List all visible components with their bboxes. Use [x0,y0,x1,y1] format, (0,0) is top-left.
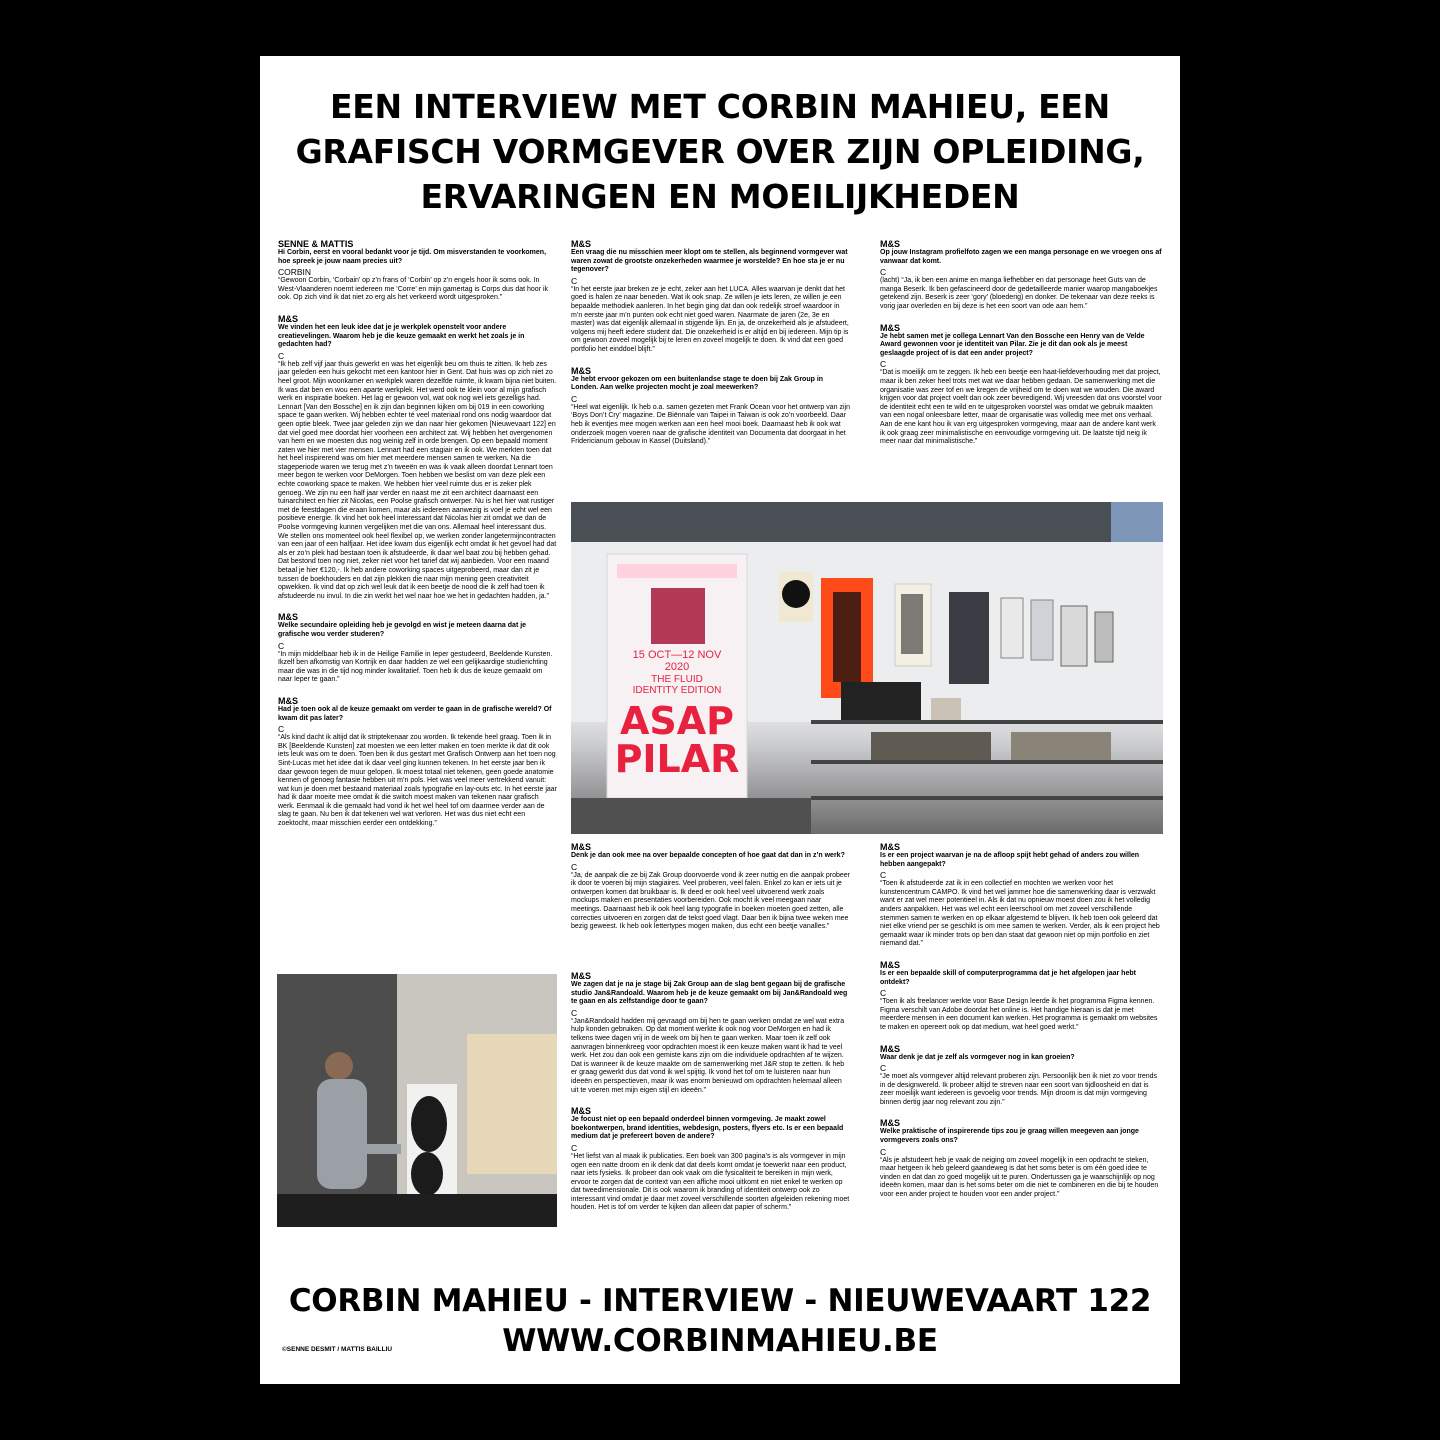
poster-big-2: PILAR [614,737,740,781]
answer: (lacht) “Ja, ik ben een anime en manga liefhebber en dat personage heet Guts van de manga Beserk. Ik ben gefascineerd door de gedetailleerde manier waarop mangaboekjes getekend zijn. Beserk is zeer ‘gory’ (bloederig) en donker. De tekenaar van deze reeks is vorig jaar overleden en bij deze is het een soort van ode aan hem.” [880,277,1158,310]
answer: “In mijn middelbaar heb ik in de Heilige Familie in Ieper gestudeerd, Beeldende Kunsten. Ikzelf ben afkomstig van Kortrijk en daar hadden ze wel een gelijkaardige studierichting maar die was in die tijd nog minder kwalitatief. Toen heb ik dus de keuze gemaakt om naar Ieper te gaan.” [278,650,553,684]
speaker: M&S [880,1043,900,1054]
qa-block [880,960,1162,1033]
qa-block [571,239,851,355]
question: Welke praktische of inspirerende tips zou je graag willen meegeven aan jonge vormgevers zoals ons? [880,1128,1139,1145]
headline [260,84,1180,219]
speaker: M&S [571,842,591,852]
answer-speaker: CORBIN [278,267,312,278]
poster-line-1: THE FLUID [651,674,703,685]
headline-line-1: EEN INTERVIEW MET CORBIN MAHIEU, EEN [330,87,1110,126]
qa-block [880,1044,1162,1108]
qa-block [880,239,1162,312]
poster-big-1: ASAP [619,699,735,743]
speaker: M&S [571,239,591,249]
answer: “Ik heb zelf vijf jaar thuis gewerkt en was het eigenlijk beu om thuis te zitten. Ik heb zes jaar geleden een huis gekocht met een kantoor hier in Gent. Dat huis was op zich niet zo heel groot. Mijn woonkamer en werkplek waren dezelfde ruimte, ik kwam bijna niet buiten. Ik was dat ben en wou een aparte werkplek. Het werd ook te klein voor al mijn grafisch werk en inspiratie boeken. Het lag er gewoon vol, wat ook nog wel iets gezelligs had. Lennart [Van den Bossche] en ik zijn dan beginnen kijken om bij 019 in een coworking space te gaan werken. Wij hebben echter té veel materiaal rond ons nodig waardoor dat geen optie bleek. Twee jaar geleden zijn we dan naar hier gekomen [Nieuwevaart 122] en dat viel goed mee doordat hier voorheen een architect zat. Wij hebben het overgenomen van hem en we moesten dus nog weinig zelf in orde brengen. Op een bepaald moment zaten we hier met vier mensen. Lennart had een stagiair en ik ook. We merkten toen dat het heel inspirerend was om hier met meerdere mensen samen te werken. Na die stageperiode waren we terug met z’n tweeën en was ik vaak alleen doordat Lennart toen meer begon te werken voor DeMorgen. Toen hebben we beslist om van deze plek een echte coworking space te maken. We hebben hier veel ruimte dus er is zeker plek genoeg. We zijn nu een half jaar verder en naast me zit een architect daarnaast een tuinarchitect en hier zit Nicolas, een Poolse grafisch ontwerper. Nu is het hier wat rustiger met de feestdagen die eraan komen, maar als iedereen aanwezig is voel je echt wel een positieve energie. Ik vind het ook heel interessant dat Nicolas hier zit omdat we dan de Poolse vormgeving kunnen vergelijken met die van ons. Allemaal heel interessant dus. We stellen ons momenteel ook heel flexibel op, we werken zonder langetermijncontracten van een jaar of een halfjaar. Het idee kwam dus eigenlijk echt omdat ik het gevoel had dat als er zo’n plek had bestaan toen ik afstudeerde, ik daar wel baat zou bij hebben gehad. Dat bestond toen nog niet, zeker niet voor het tarief dat wij aanbieden. Voor een maand betaal je hier €120,-. Ik heb andere coworking spaces uitgeprobeerd, maar dan zit je tussen de boekhouders en dat zijn plekken die naar mijn mening geen creativiteit opwekken. Ik vind dat op zich wel leuk dat ik een beetje de nood die ik zelf had toen ik afstudeerde nu invul. In die zin werkt het wel naar hoe we het in gedachten hadden, ja.” [278,360,557,600]
studio-photo-drawing [571,502,1163,834]
headline-line-2: GRAFISCH VORMGEVER OVER ZIJN OPLEIDING, [295,132,1145,171]
question: Is er een project waarvan je na de afloop spijt hebt gehad of anders zou willen hebben aangepakt? [880,852,1140,868]
answer-speaker: C [880,988,887,999]
question: Is er een bepaalde skill of computerprogramma dat je het afgelopen jaar hebt ontdekt? [880,969,1136,986]
qa-block [278,612,557,685]
answer-speaker: C [880,267,887,278]
question: Je focust niet op een bepaald onderdeel binnen vormgeving. Je maakt zowel boekontwerpen, brand identities, webdesign, posters, flyers etc. Is er een bepaald medium dat je prefereert boven de andere? [571,1116,844,1141]
headline-line-3: ERVARINGEN EN MOEILIJKHEDEN [420,177,1020,216]
answer-speaker: C [571,861,578,872]
question: Op jouw Instagram profielfoto zagen we een manga personage en we vroegen ons af vanwaar dat komt. [880,249,1162,265]
answer: “Gewoon Corbin, ‘Corbain’ op z’n frans of ‘Corbin’ op z’n engels hoor ik soms ook. In West-Vlaanderen noemt iedereen me ‘Corre’ en mijn gamertag is Corps dus dat hoor ik ook. Op zich vind ik dat niet zo erg als het verkeerd wordt uitgesproken.” [278,277,549,302]
question: Je hebt ervoor gekozen om een buitenlandse stage te doen bij Zak Group in Londen. Aan welke projecten mocht je zoal meewerken? [571,375,824,392]
answer-speaker: C [278,350,285,361]
footer-website: WWW.CORBINMAHIEU.BE [502,1323,938,1359]
answer-speaker: C [880,1146,887,1157]
speaker: M&S [571,365,591,376]
speaker: M&S [278,612,298,623]
answer: “Je moet als vormgever altijd relevant proberen zijn. Persoonlijk ben ik niet zo voor trends in de designwereld. Ik probeer altijd te streven naar een soort van tijdloosheid en dat is zeer moeilijk want iedereen is gevoelig voor trends. Mijn droom is dat mijn vormgeving binnen dertig jaar nog relevant zou zijn.” [880,1073,1158,1106]
poster-line-2: IDENTITY EDITION [632,685,722,696]
speaker: M&S [571,1106,591,1117]
question: We zagen dat je na je stage bij Zak Group aan de slag bent gegaan bij de grafische studio Jan&Randoald. Waarom heb je de keuze gemaakt om bij Jan&Randoald weg te gaan en als zelfstandige door te gaan? [571,981,848,1006]
speaker: M&S [278,695,298,706]
answer: “Jan&Randoald hadden mij gevraagd om bij hen te gaan werken omdat ze wel wat extra hulp konden gebruiken. Op dat moment werkte ik ook nog voor DeMorgen en had ik telkens twee dagen vrij in de week om bij hen te gaan werken. Maar toen ik zelf ook aanvragen binnenkreeg voor opdrachten moest ik een keuze maken want ik had te veel werk. Het zou dan ook een gemiste kans zijn om die individuele opdrachten af te wijzen. Dat is wanneer ik de keuze maakte om de samenwerking met J&R stop te zetten. Ik heb er graag gewerkt dus dat vond ik wel spijtig. Ik vond het tof om te luisteren naar hun ideeën en perspectieven, maar ik was enorm benieuwd om opdrachten helemaal alleen uit te voeren met mijn eigen stijl en ideeën.” [571,1017,845,1094]
answer: “Toen ik als freelancer werkte voor Base Design leerde ik het programma Figma kennen. Figma verschilt van Adobe doordat het online is. Het handige hieraan is dat je met meerdere mensen in een document kan werken. Het programma is gemaakt om websites te maken en opereert ook op dat medium, wat heel goed werkt.” [880,998,1158,1031]
qa-block [571,1106,851,1213]
qa-block [880,842,1162,949]
qa-block [278,696,557,829]
answer: “In het eerste jaar breken ze je echt, zeker aan het LUCA. Alles waarvan je denkt dat het goed is halen ze naar beneden. Wat ik ook snap. Ze willen je iets leren, ze willen je een bepaalde methodiek aanleren. In het begin ging dat dan ook redelijk stroef waardoor in m’n eerste jaar m’n punten ook echt niet goed waren. Naarmate de jaren (2e, 3e en master) was dat eigenlijk allemaal in stijgende lijn. En ja, de onzekerheid als je afstudeert, volgens mij heeft iedere student dat. Die onzekerheid is er altijd en bij iedereen. Mijn tip is om gewoon zoveel mogelijk bij te leren en zoveel mogelijk te doen. Ik vind dat een goed portfolio het einddoel blijft.” [571,285,849,353]
speaker: M&S [880,239,900,249]
speaker: M&S [880,322,900,333]
portrait-photo [277,974,557,1227]
question: Waar denk je dat je zelf als vormgever nog in kan groeien? [880,1053,1075,1061]
column-2-top [571,239,851,499]
qa-block [278,239,557,303]
studio-photo [571,502,1163,834]
question: Je hebt samen met je collega Lennart Van den Bossche een Henry van de Velde Award gewonnen voor je identiteit van Pilar. Zie je dit dan ook als je meest geslaagde project of is dat een ander project? [880,332,1145,357]
answer-speaker: C [880,359,887,370]
question: Denk je dan ook mee na over bepaalde concepten of hoe gaat dat dan in z’n werk? [571,852,845,859]
photo-credit: ©SENNE DESMIT / MATTIS BAILLIU [282,1346,393,1353]
speaker: M&S [880,842,900,852]
poster-year: 2020 [664,661,690,673]
answer: “Heel wat eigenlijk. Ik heb o.a. samen gezeten met Frank Ocean voor het ontwerp van zijn ‘Boys Don’t Cry’ magazine. De Biënnale van Taipei in Taiwan is ook zo’n voorbeeld. Daar heb ik eventjes mee mogen werken aan een heel mooi boek. Daarnaast heb ik ook wat onderzoek mogen voeren naar de grafische identiteit van Documenta dat doorgaat in het Fridericianum gebouw in Kassel (Duitsland).” [571,403,850,446]
qa-block [278,314,557,601]
answer-speaker: C [571,1007,578,1018]
question: Een vraag die nu misschien meer klopt om te stellen, als beginnend vormgever wat waren zowat de grootste onzekerheden waarmee je worstelde? En hoe sta je er nu tegenover? [571,249,848,274]
question: Had je toen ook al de keuze gemaakt om verder te gaan in de grafische wereld? Of kwam dit pas later? [278,705,552,722]
answer: “Toen ik afstudeerde zat ik in een collectief en mochten we werken voor het kunstencentrum CAMPO. Ik vind het wel jammer hoe die samenwerking daar is verzwakt want er zat wel meer potentieel in. Als ik dat nu opnieuw moest doen zou ik het volledig anders aanpakken. Het was wel echt een leerschool om met zoveel verschillende stemmen samen te werken en op elkaar afgestemd te blijven. Ik heb toen ook geleerd dat niet elke vriend per se geschikt is om mee samen te werken. Verder, als ik een project heb gemaakt waar ik minder trots op ben dan staat dat gewoon niet op mijn portfolio en ziet niemand dat.” [880,880,1160,948]
qa-block [571,366,851,447]
answer: “Als kind dacht ik altijd dat ik striptekenaar zou worden. Ik tekende heel graag. Toen ik in BK [Beeldende Kunsten] zat moesten we een letter maken en toen merkte ik dat dit ook iets leuk was om te doen. Toen ben ik dus gestart met Grafisch Ontwerp aan het toen nog Sint-Lucas met het idee dat ik daar veel ging kunnen tekenen. In het eerste jaar ben ik daar gewoon tegen de muur gelopen. Ik moest totaal niet tekenen, geen goede anatomie kennen of genoeg fantasie hebben uit m’n pols. Het was veel meer vertrekkend vanuit: wat kun je doen met bestaand materiaal zoals typografie en lay-outs etc. In het eerste jaar had ik daar moeite mee omdat ik die switch moest maken van tekenen naar grafisch werk. Eenmaal ik die gemaakt had vond ik het wel heel tof om daarmee verder aan de slag te gaan. Nu ben ik dat tekenen wel wat verloren. Het was dus niet echt een zoektocht, maar misschien eerder een ontdekking.” [278,734,557,828]
portrait-photo-drawing [277,974,557,1227]
qa-block [880,1118,1162,1199]
poster-dates: 15 OCT—12 NOV [632,649,722,661]
answer-speaker: C [571,1142,578,1153]
qa-block [880,323,1162,447]
column-2-bottom [571,971,851,1271]
answer: “Dat is moeilijk om te zeggen. Ik heb een beetje een haat-liefdeverhouding met dat project, maar ik ben zeker heel trots met wat we daar hebben gedaan. De samenwerking met die organisatie was zeer tof en we kregen de vrijheid om te doen wat we wouden. Die award krijgen voor dat project voelt dan ook zeer bevredigend. Wij vreesden dat ons voorstel voor de identiteit echt een te wild en te uitgesproken voorstel was omdat we gebruik maakten van een nogal onleesbare letter, maar de organisatie was volledig mee met ons verhaal. Aan de ene kant hou ik van erg uitgesproken vormgeving, maar aan de andere kant werk ik ook graag zeer minimalistische en eenvoudige vormgeving uit. De laatste tijd neig ik meer naar dat minimalistische.” [880,369,1162,446]
answer: “Het liefst van al maak ik publicaties. Een boek van 300 pagina’s is als vormgever in mijn ogen een natte droom en ik denk dat dat deels komt omdat je toewerkt naar een product, naar iets fysieks. Ik probeer dan ook vaak om die fysicaliteit te bereiken in mijn werk, ervoor te zorgen dat de context van een affiche mooi uitkomt en niet enkel te werken op dat tweedimensionale. Dit is ook waarom ik branding of identiteit ontwerp ook zo interessant vind omdat je daar met zoveel verschillende soorten afgeleiden rekening moet houden. Het is tof om verder te kijken dan alleen dat papier of scherm.” [571,1152,850,1212]
qa-block [571,842,851,932]
answer-speaker: C [278,640,285,651]
speaker: M&S [880,1118,900,1129]
column-3-top [880,239,1162,529]
question: Welke secundaire opleiding heb je gevolgd en wist je meteen daarna dat je grafische wou verder studeren? [278,622,527,638]
answer: “Als je afstudeert heb je vaak de neiging om zoveel mogelijk in een opdracht te steken, maar hetgeen ik heb geleerd gaandeweg is dat het soms beter is om één goed idee te vinden en dat dan zo goed mogelijk uit te puren. Ondertussen ga je waarschijnlijk op nog ideeën komen, maar dan is het soms beter om die niet te combineren en die bij te houden voor een ander project te houden voor een ander project.” [880,1156,1159,1199]
speaker: SENNE & MATTIS [278,239,354,249]
speaker: M&S [571,971,591,981]
answer-speaker: C [571,275,578,286]
question: We vinden het een leuk idee dat je je werkplek openstelt voor andere creatievelingen. Waarom heb je die keuze gemaakt en werkt het zoals je in gedachten had? [278,323,525,349]
answer: “Ja, de aanpak die ze bij Zak Group doorvoerde vond ik zeer nuttig en die aanpak probeer ik door te voeren bij mijn stagiaires. Veel proberen, veel falen. Enkel zo kan er iets uit je ontwerpen komen dat bruikbaar is. Ik deed er ook heel veel uitvoerend werk zoals mockups maken en presentaties voorbereiden. Ook mocht ik veel meegaan naar meetings. Daarnaast heb ik ook heel lang typografie in boeken moeten goed zetten, alle correcties uitvoeren en zorgen dat de tekst goed vlagt. Daar ben ik bijna twee weken mee bezig geweest. Ik heb ook lettertypes mogen maken, dus echt een beetje vanalles.” [571,871,851,931]
qa-block [571,971,851,1095]
footer-title: CORBIN MAHIEU - INTERVIEW - NIEUWEVAART 122 [288,1283,1152,1319]
answer-speaker: C [880,1063,887,1074]
answer-speaker: C [278,724,285,735]
speaker: M&S [278,313,298,324]
column-2-middle [571,842,851,962]
speaker: M&S [880,959,900,970]
column-3-bottom [880,842,1162,1262]
question: Hi Corbin, eerst en vooral bedankt voor je tijd. Om misverstanden te voorkomen, hoe spreek je jouw naam precies uit? [278,249,547,265]
column-1 [278,239,557,959]
answer-speaker: C [571,393,578,404]
answer-speaker: C [880,870,887,881]
poster-page [260,56,1180,1384]
